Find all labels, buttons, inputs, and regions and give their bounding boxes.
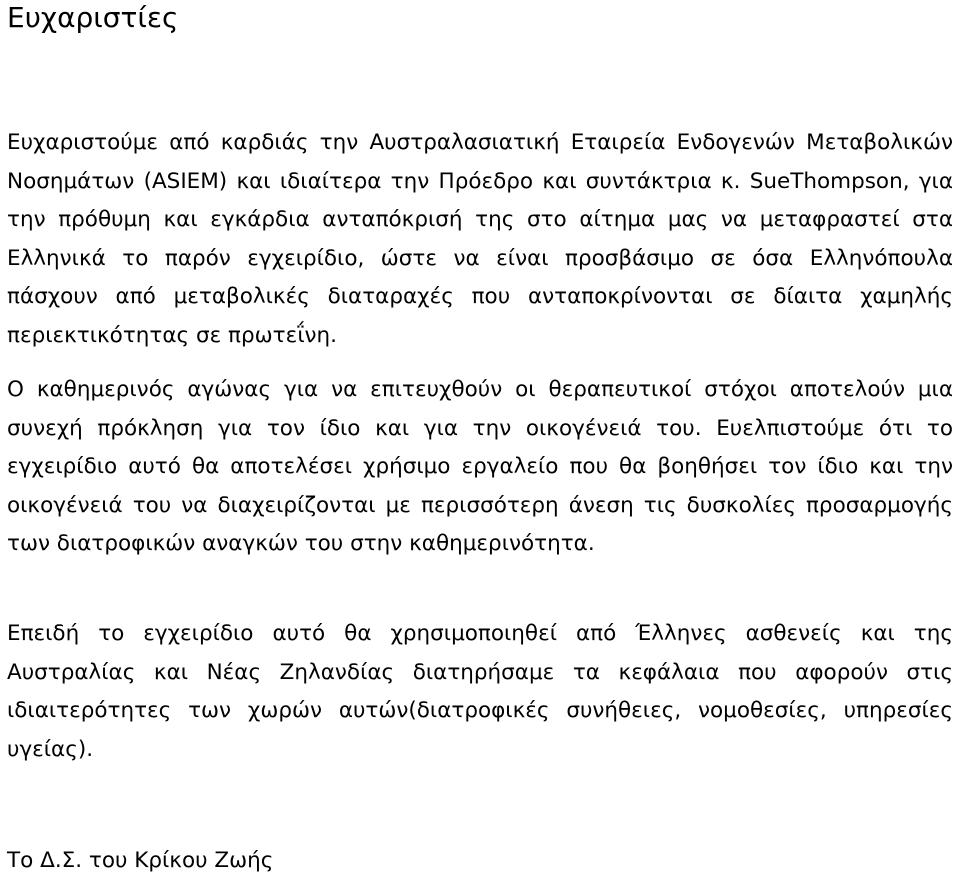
paragraph-acknowledgement: Ευχαριστούμε από καρδιάς την Αυστραλασιατική Εταιρεία Ενδογενών Μεταβολικών Νοσημάτων (ASIEM) και ιδιαίτερα την Πρόεδρο και συντάκτρια κ. SueThompson, για την πρόθυμη και εγκάρδια ανταπόκρισή της στο αίτημα μας να μεταφραστεί στα Ελληνικά το παρόν εγχειρίδιο, ώστε να είναι προσβάσιμο σε όσα Ελληνόπουλα πάσχουν από μεταβολικές διαταραχές που ανταποκρίνονται σε δίαιτα χαμηλής περιεκτικότητας σε πρωτεΐνη.: [7, 130, 953, 348]
paragraph-daily-struggle: Ο καθημερινός αγώνας για να επιτευχθούν οι θεραπευτικοί στόχοι αποτελούν μια συνεχή πρόκληση για τον ίδιο και για την οικογένειά του. Ευελπιστούμε ότι το εγχειρίδιο αυτό θα αποτελέσει χρήσιμο εργαλείο που θα βοηθήσει τον ίδιο και την οικογένειά του να διαχειρίζονται με περισσότερη άνεση τις δυσκολίες προσαρμογής των διατροφικών αναγκών του στην καθημερινότητα.: [7, 377, 953, 556]
page-title: Ευχαριστίες: [7, 1, 179, 34]
paragraph-country-chapters: Επειδή το εγχειρίδιο αυτό θα χρησιμοποιηθεί από Έλληνες ασθενείς και της Αυστραλίας και Νέας Ζηλανδίας διατηρήσαμε τα κεφάλαια που αφορούν στις ιδιαιτερότητες των χωρών αυτών(διατροφικές συνήθειες, νομοθεσίες, υπηρεσίες υγείας).: [7, 621, 953, 762]
signature: Το Δ.Σ. του Κρίκου Ζωής: [7, 848, 274, 873]
